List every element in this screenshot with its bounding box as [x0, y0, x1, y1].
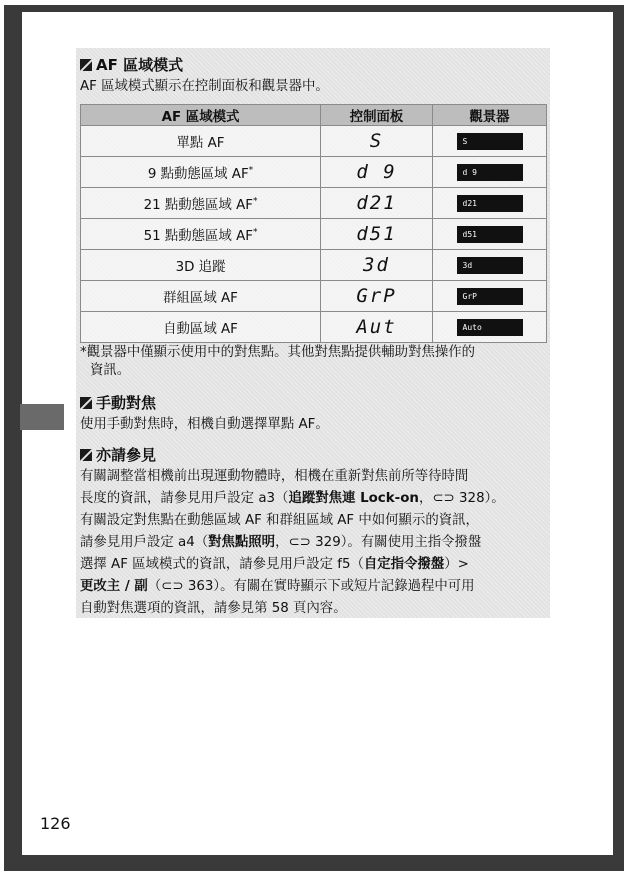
see-also-section-title: 亦請參見 [80, 446, 156, 464]
mode-cell: 群組區域 AF [81, 281, 321, 312]
table-row [81, 250, 547, 281]
header-viewfinder: 觀景器 [433, 105, 547, 126]
panel-display-cell: d51 [321, 219, 433, 250]
table-row [81, 312, 547, 343]
note-pencil-icon [80, 59, 92, 71]
footnote-line: 資訊。 [90, 363, 131, 378]
table-header-row [81, 105, 547, 126]
viewfinder-display-cell: 3d [433, 250, 547, 281]
table-row [81, 188, 547, 219]
see-also-line: 有關調整當相機前出現運動物體時，相機在重新對焦前所等待時間 [80, 469, 469, 484]
panel-display-cell: 3d [321, 250, 433, 281]
af-mode-table [80, 104, 547, 343]
panel-display-cell: d 9 [321, 157, 433, 188]
panel-display-cell: Aut [321, 312, 433, 343]
see-also-text [80, 466, 546, 620]
mode-cell: 21 點動態區域 AF* [81, 188, 321, 219]
viewfinder-display-cell: Auto [433, 312, 547, 343]
mode-cell: 單點 AF [81, 126, 321, 157]
panel-display-cell: GrP [321, 281, 433, 312]
mode-cell: 9 點動態區域 AF* [81, 157, 321, 188]
note-pencil-icon [80, 397, 92, 409]
viewfinder-display-cell: S [433, 126, 547, 157]
manual-section-text: 使用手動對焦時，相機自動選擇單點 AF。 [80, 417, 329, 432]
info-panel [76, 48, 550, 618]
viewfinder-display-cell: GrP [433, 281, 547, 312]
mode-cell: 51 點動態區域 AF* [81, 219, 321, 250]
page-number: 126 [40, 814, 71, 833]
af-section-title: AF 區域模式 [80, 56, 183, 74]
mode-cell: 自動區域 AF [81, 312, 321, 343]
see-also-line: 長度的資訊，請參見用戶設定 a3（追蹤對焦連 Lock-on，⊂⊃ 328）。 [80, 491, 505, 506]
mode-cell: 3D 追蹤 [81, 250, 321, 281]
viewfinder-display-cell: d51 [433, 219, 547, 250]
table-row [81, 157, 547, 188]
panel-display-cell: d21 [321, 188, 433, 219]
header-control-panel: 控制面板 [321, 105, 433, 126]
table-row [81, 126, 547, 157]
chapter-tab [20, 404, 64, 430]
note-pencil-icon [80, 449, 92, 461]
viewfinder-display-cell: d 9 [433, 157, 547, 188]
table-footnote [80, 344, 546, 380]
see-also-line: 請參見用戶設定 a4（對焦點照明，⊂⊃ 329）。有關使用主指令撥盤 [80, 535, 482, 550]
table-row [81, 281, 547, 312]
header-af-mode: AF 區域模式 [81, 105, 321, 126]
see-also-line: 選擇 AF 區域模式的資訊，請參見用戶設定 f5（自定指令撥盤）> [80, 557, 469, 572]
af-section-intro: AF 區域模式顯示在控制面板和觀景器中。 [80, 79, 329, 94]
panel-display-cell: S [321, 126, 433, 157]
viewfinder-display-cell: d21 [433, 188, 547, 219]
see-also-line: 有關設定對焦點在動態區域 AF 和群組區域 AF 中如何顯示的資訊， [80, 513, 479, 528]
see-also-line: 更改主 / 副（⊂⊃ 363）。有關在實時顯示下或短片記錄過程中可用 [80, 579, 475, 594]
footnote-line: *觀景器中僅顯示使用中的對焦點。其他對焦點提供輔助對焦操作的 [80, 345, 476, 360]
manual-section-title: 手動對焦 [80, 394, 156, 412]
table-row [81, 219, 547, 250]
see-also-line: 自動對焦選項的資訊，請參見第 58 頁內容。 [80, 601, 347, 616]
